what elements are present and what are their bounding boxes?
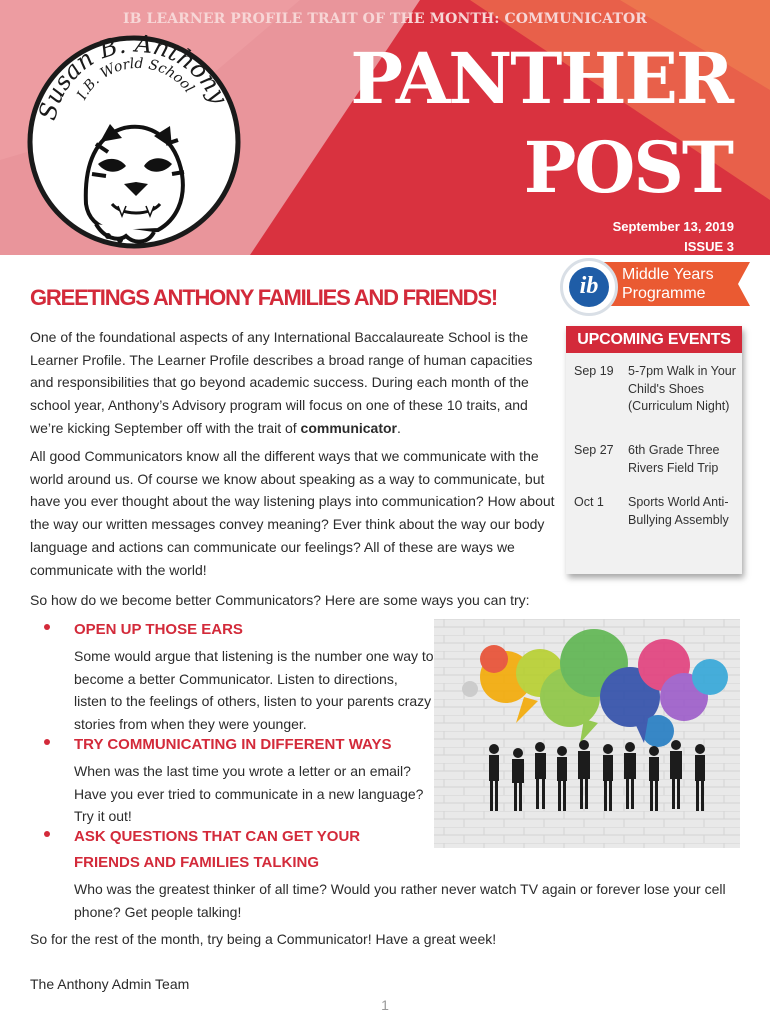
signature: The Anthony Admin Team [30, 976, 190, 992]
intro-paragraph-1 [30, 326, 555, 440]
myp-line2: Programme [622, 285, 706, 302]
intro-paragraph-3: So how do we become better Communicators? Here are some ways you can try: [30, 592, 530, 608]
tip-heading: ASK QUESTIONS THAT CAN GET YOUR FRIENDS AND FAMILIES TALKING [74, 828, 361, 871]
event-description: 5-7pm Walk in Your Child's Shoes (Curriculum Night) [628, 364, 736, 413]
school-logo [26, 24, 242, 264]
closing-line: So for the rest of the month, try being a Communicator! Have a great week! [30, 931, 497, 947]
tip-heading: TRY COMMUNICATING IN DIFFERENT WAYS [74, 736, 392, 753]
event-date: Oct 1 [574, 495, 604, 509]
event-date: Sep 19 [574, 364, 614, 378]
upcoming-events-panel [566, 326, 742, 574]
issue-number: ISSUE 3 [684, 239, 734, 254]
ib-logo-text: ib [569, 267, 609, 307]
tip-text: When was the last time you wrote a letter or an email? Have you ever tried to communicate in a new language? Try it out! [74, 763, 424, 824]
bullet-icon [44, 831, 50, 837]
intro-paragraph-1-end: . [397, 419, 401, 436]
tip-text: Some would argue that listening is the number one way to become a better Communicator. Listen to directions, listen to the feelings of others, listen to your parents crazy stories from when they were younger. [74, 648, 434, 732]
event-description: 6th Grade Three Rivers Field Trip [628, 443, 720, 475]
intro-paragraph-2: All good Communicators know all the different ways that we communicate with the world around us. Of course we know about speaking as a way to communicate, but have you ever thought about the way listening plays into communication? How about the way our written messages convey meaning? Ever think about the way our body language and actions can communicate our feelings? All of these are ways we communicate with the world! [30, 448, 555, 578]
upcoming-events-title: UPCOMING EVENTS [566, 326, 742, 353]
masthead-title-line1: PANTHER [350, 37, 732, 120]
trait-of-month-kicker: IB LEARNER PROFILE TRAIT OF THE MONTH: COMMUNICATOR [122, 11, 648, 27]
event-date: Sep 27 [574, 443, 614, 457]
event-description: Sports World Anti-Bullying Assembly [628, 495, 729, 527]
tip-heading: OPEN UP THOSE EARS [74, 621, 243, 638]
trait-word: communicator [300, 419, 398, 436]
tip-text: Who was the greatest thinker of all time? Would you rather never watch TV again or forever lose your cell phone? Get people talking! [74, 881, 726, 920]
ib-myp-badge [556, 254, 756, 318]
myp-line1: Middle Years [622, 266, 714, 283]
issue-date: September 13, 2019 [612, 219, 734, 234]
logo-sub-name: I.B. World School [74, 55, 197, 103]
ib-logo-icon [560, 258, 618, 316]
logo-school-name: Susan B. Anthony [33, 29, 234, 123]
page-number: 1 [381, 997, 389, 1013]
bullet-icon [44, 739, 50, 745]
main-headline: GREETINGS ANTHONY FAMILIES AND FRIENDS! [30, 285, 497, 310]
bullet-icon [44, 624, 50, 630]
communication-illustration [434, 619, 740, 848]
intro-paragraph-1-text: One of the foundational aspects of any International Baccalaureate School is the Learner Profile. The Learner Profile describes a broad range of human capacities and responsibilities that go beyond academic success. During each month of the school year, Anthony’s Advisory program will focus on one of these 10 traits, and we’re kicking September off with the trait of [30, 329, 533, 436]
masthead-title-line2: POST [523, 126, 732, 209]
